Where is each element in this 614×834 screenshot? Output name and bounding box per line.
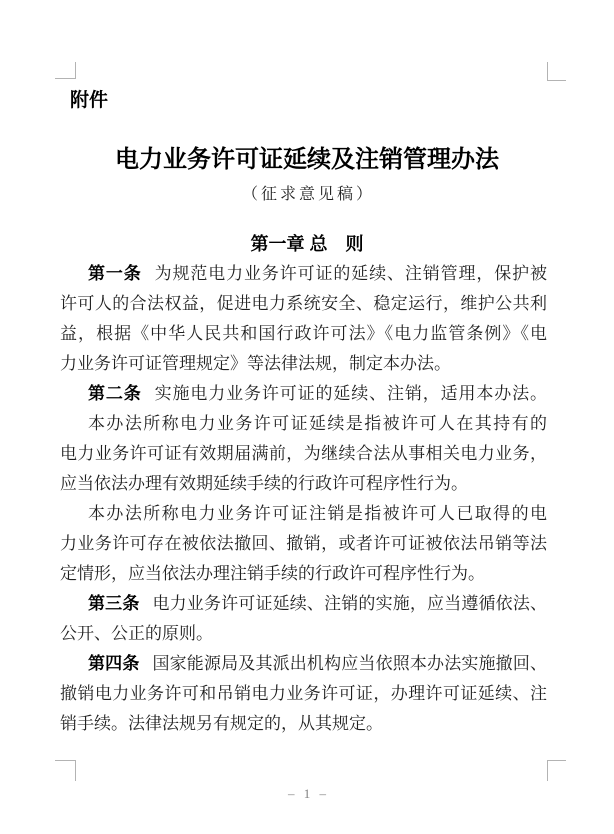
crop-mark-top-right bbox=[547, 62, 566, 81]
line-text: 本办法所称电力业务许可证注销是指被许可人已取得的电 bbox=[88, 504, 547, 523]
body-line bbox=[60, 709, 547, 739]
page-number: – 1 – bbox=[288, 786, 329, 801]
body-line bbox=[60, 679, 547, 709]
crop-mark-bottom-left bbox=[55, 760, 76, 781]
chapter-heading: 第一章 总 则 bbox=[250, 234, 364, 254]
line-text: 本办法所称电力业务许可证延续是指被许可人在其持有的 bbox=[88, 414, 547, 433]
article-number: 第一条 bbox=[88, 264, 142, 283]
body-line bbox=[60, 409, 547, 439]
line-text: 力业务许可证管理规定》等法律法规，制定本办法。 bbox=[60, 354, 451, 373]
body-line bbox=[60, 319, 547, 349]
body-line bbox=[60, 349, 547, 379]
body-line bbox=[60, 619, 547, 649]
line-text: 撤销电力业务许可和吊销电力业务许可证，办理许可证延续、注 bbox=[60, 684, 547, 703]
line-text: 电力业务许可证有效期届满前，为继续合法从事相关电力业务， bbox=[60, 444, 547, 463]
line-text: 电力业务许可证延续、注销的实施，应当遵循依法、 bbox=[152, 594, 548, 613]
body-line bbox=[60, 559, 547, 589]
body-line bbox=[60, 259, 547, 289]
line-text: 应当依法办理有效期延续手续的行政许可程序性行为。 bbox=[60, 474, 468, 493]
attachment-label: 附件 bbox=[70, 90, 109, 111]
article-number: 第二条 bbox=[88, 384, 142, 403]
line-text: 销手续。法律法规另有规定的，从其规定。 bbox=[60, 714, 383, 733]
line-text: 公开、公正的原则。 bbox=[60, 624, 213, 643]
document-subtitle: （征求意见稿） bbox=[241, 186, 375, 203]
line-text: 许可人的合法权益，促进电力系统安全、稳定运行，维护公共利 bbox=[60, 294, 547, 313]
line-text: 益，根据《中华人民共和国行政许可法》《电力监管条例》《电 bbox=[60, 324, 547, 343]
line-text: 力业务许可存在被依法撤回、撤销，或者许可证被依法吊销等法 bbox=[60, 534, 547, 553]
line-text: 为规范电力业务许可证的延续、注销管理，保护被 bbox=[154, 264, 547, 283]
article-number: 第三条 bbox=[88, 594, 140, 613]
line-text: 实施电力业务许可证的延续、注销，适用本办法。 bbox=[154, 384, 547, 403]
document-body bbox=[60, 259, 547, 739]
body-line bbox=[60, 529, 547, 559]
body-line bbox=[60, 469, 547, 499]
line-text: 定情形，应当依法办理注销手续的行政许可程序性行为。 bbox=[60, 564, 485, 583]
body-line bbox=[60, 589, 547, 619]
article-number: 第四条 bbox=[88, 654, 140, 673]
body-line bbox=[60, 289, 547, 319]
line-text: 国家能源局及其派出机构应当依照本办法实施撤回、 bbox=[152, 654, 548, 673]
crop-mark-bottom-right bbox=[547, 760, 566, 781]
body-line bbox=[60, 649, 547, 679]
body-line bbox=[60, 379, 547, 409]
document-title: 电力业务许可证延续及注销管理办法 bbox=[115, 147, 499, 173]
crop-mark-top-left bbox=[55, 62, 76, 79]
body-line bbox=[60, 439, 547, 469]
body-line bbox=[60, 499, 547, 529]
